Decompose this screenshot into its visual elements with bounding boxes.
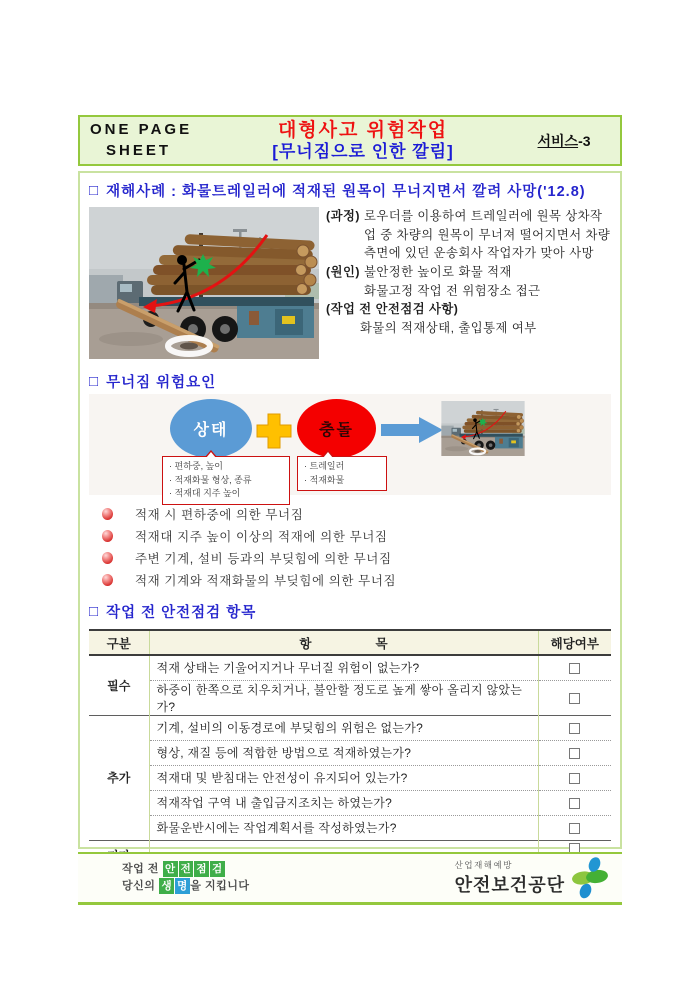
check-cell	[538, 740, 611, 765]
main-content	[78, 171, 622, 849]
org-tagline: 산업재해예방	[454, 860, 513, 870]
risk-item	[102, 525, 611, 547]
check-cell	[538, 765, 611, 790]
slogan2-prefix: 당신의	[122, 880, 156, 892]
case-description	[326, 207, 611, 359]
doc-code-suffix: -3	[578, 132, 591, 149]
precheck-text: 화물의 적재상태, 출입통제 여부	[360, 321, 537, 336]
header-check: 해당여부	[538, 630, 611, 655]
risk-item-text: 적재 기계와 적재화물의 부딪힘에 의한 무너짐	[135, 574, 397, 588]
process-label: (과정)	[326, 209, 360, 223]
title-sub: [무너짐으로 인한 깔림]	[272, 141, 454, 161]
callout-pointer-icon	[322, 450, 334, 457]
slogan-line2	[122, 878, 249, 895]
risk-item	[102, 503, 611, 525]
checklist-item: 형상, 재질 등에 적합한 방법으로 적재하였는가?	[149, 740, 538, 765]
kosha-clover-logo-icon	[570, 856, 610, 900]
checklist-item: 적재 상태는 기울어지거나 무너질 위험이 없는가?	[156, 661, 420, 676]
check-cell	[538, 680, 611, 715]
checklist-item: 적재대 및 받침대는 안전성이 유지되어 있는가?	[149, 765, 538, 790]
section-title-case	[89, 180, 611, 201]
safety-slogan	[122, 861, 249, 895]
checkbox[interactable]	[569, 748, 580, 759]
cause-line1: 불안정한 높이로 화물 적재	[363, 265, 512, 280]
risk-section-title: 무너짐 위험요인	[106, 375, 217, 391]
group-label-additional: 추가	[89, 715, 149, 840]
checkbox[interactable]	[569, 663, 580, 674]
red-ball-icon	[102, 530, 113, 542]
accident-photo	[89, 207, 319, 359]
checkbox[interactable]	[569, 798, 580, 809]
risk-item-text: 주변 기계, 설비 등과의 부딪힘에 의한 무너짐	[135, 552, 392, 566]
check-cell	[538, 790, 611, 815]
state-callout-item: · 적재대 지주 높이	[169, 488, 241, 498]
checklist-item: 화물운반시에는 작업계획서를 작성하였는가?	[149, 815, 538, 840]
section-marker-icon: □	[89, 373, 100, 390]
slogan2-suffix: 을 지킵니다	[190, 880, 250, 892]
header-item-left: 항	[299, 636, 312, 651]
callout-pointer-icon	[205, 450, 217, 457]
header-item-right: 목	[375, 636, 388, 651]
check-cell	[538, 815, 611, 840]
section-marker-icon: □	[89, 182, 100, 199]
checklist-table	[89, 629, 611, 872]
collision-callout-item: · 적재화물	[304, 474, 345, 485]
checkbox[interactable]	[569, 723, 580, 734]
risk-item-text: 적재대 지주 높이 이상의 적재에 의한 무너짐	[135, 530, 388, 544]
check-cell	[538, 715, 611, 740]
checkbox[interactable]	[569, 773, 580, 784]
flow-arrow-icon	[381, 417, 443, 443]
case-process	[326, 207, 611, 263]
checklist-section-title: 작업 전 안전점검 항목	[106, 605, 257, 621]
risk-item	[102, 569, 611, 591]
result-photo-thumbnail	[441, 401, 525, 456]
table-row	[89, 740, 611, 765]
checkbox[interactable]	[569, 823, 580, 834]
risk-diagram	[89, 394, 611, 498]
collision-callout	[297, 456, 387, 491]
org-name: 안전보건공단	[454, 875, 565, 895]
group-label-required: 필수	[89, 655, 149, 715]
case-section-title: 재해사례 : 화물트레일러에 적재된 원목이 무너지면서 깔려 사망('12.8)	[106, 184, 586, 200]
check-cell	[538, 655, 611, 680]
org-text	[455, 859, 565, 897]
state-callout	[162, 456, 290, 505]
footer	[78, 852, 622, 905]
table-header-row	[89, 630, 611, 655]
slogan1-prefix: 작업 전	[122, 862, 159, 875]
cause-line2: 화물고정 작업 전 위험장소 접근	[363, 283, 541, 298]
state-callout-item: · 적재화물 형상, 종류	[169, 474, 252, 485]
slogan2-box-blue: 명	[175, 878, 190, 894]
checklist-item: 적재작업 구역 내 출입금지조치는 하였는가?	[149, 790, 538, 815]
case-cause	[326, 263, 611, 300]
precheck-label: (작업 전 안전점검 사항)	[326, 302, 459, 317]
table-row	[89, 715, 611, 740]
checklist-item: 기계, 설비의 이동경로에 부딪힘의 위험은 없는가?	[149, 715, 538, 740]
section-marker-icon: □	[89, 603, 100, 620]
section-title-risk	[89, 371, 611, 392]
table-row	[89, 790, 611, 815]
title-main: 대형사고 위험작업	[277, 119, 449, 141]
slogan1-box: 안	[163, 861, 178, 877]
slogan-line1	[122, 861, 249, 878]
table-row	[89, 655, 611, 680]
checkbox[interactable]	[569, 693, 580, 704]
header-item	[149, 630, 538, 655]
document-title	[218, 120, 508, 161]
risk-list	[89, 503, 611, 591]
organization	[455, 856, 610, 900]
table-row	[89, 680, 611, 715]
slogan1-box: 검	[210, 861, 225, 877]
section-title-checklist	[89, 601, 611, 622]
slogan1-box: 전	[179, 861, 194, 877]
one-page-label-line1: ONE PAGE	[90, 121, 193, 139]
doc-code-label: 서비스	[537, 132, 579, 149]
header-group: 구분	[89, 630, 149, 655]
risk-item	[102, 547, 611, 569]
cause-label: (원인)	[326, 265, 360, 280]
cause-text	[364, 263, 611, 300]
risk-item-text: 적재 시 편하중에 의한 무너짐	[135, 508, 304, 522]
process-text: 로우더를 이용하여 트레일러에 원목 상차작업 중 차량의 원목이 무너져 떨어지면서 차량 측면에 있던 운송회사 작업자가 맞아 사망	[363, 209, 611, 261]
one-page-label-line2: SHEET	[106, 141, 172, 159]
slogan1-box: 점	[194, 861, 209, 877]
one-page-sheet-label	[80, 120, 218, 161]
red-ball-icon	[102, 508, 113, 520]
red-ball-icon	[102, 574, 113, 586]
collision-callout-item: · 트레일러	[304, 461, 345, 471]
plus-icon	[255, 412, 293, 450]
state-bubble: 상태	[170, 399, 252, 458]
slogan2-box-green: 생	[159, 878, 174, 894]
table-row	[89, 765, 611, 790]
collision-bubble: 충돌	[297, 399, 376, 458]
case-row	[89, 207, 611, 359]
header	[78, 115, 622, 166]
doc-code	[508, 131, 620, 151]
table-row	[89, 815, 611, 840]
checklist-item: 하중이 한쪽으로 치우치거나, 불안할 정도로 높게 쌓아 올리지 않았는가?	[149, 680, 538, 715]
red-ball-icon	[102, 552, 113, 564]
state-callout-item: · 편하중, 높이	[169, 461, 223, 471]
